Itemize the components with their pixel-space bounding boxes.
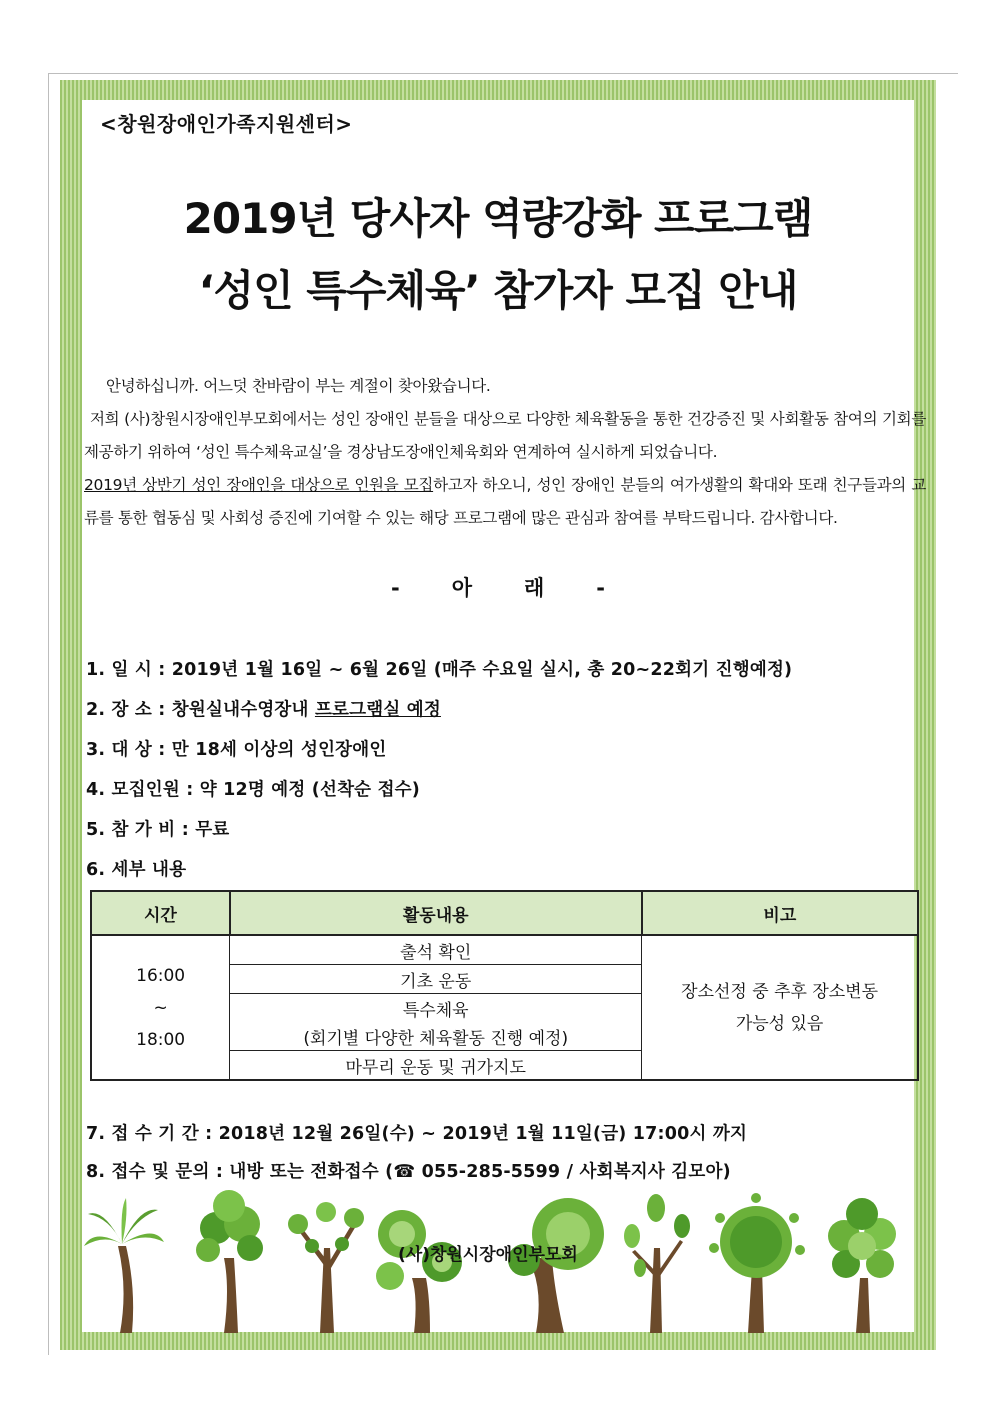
intro-body: 저희 (사)창원시장애인부모회에서는 성인 장애인 분들을 대상으로 다양한 체육활동을 통한 건강증진 및 사회활동 참여의 기회를 제공하기 위하여 ‘성인 특수체육교실’을 경상남도장애인체육회와 연계하여 실시하게 되었습니다. <box>84 410 926 461</box>
intro-recruit <box>84 469 926 535</box>
item-schedule: 1. 일 시 : 2019년 1월 16일 ~ 6월 26일 (매주 수요일 실시, 총 20~22회기 진행예정) <box>86 660 793 680</box>
footer-organization: (사)창원시장애인부모회 <box>398 1245 578 1265</box>
header-activity: 활동내용 <box>230 891 642 935</box>
note-cell <box>642 935 918 1080</box>
time-start: 16:00 <box>136 965 186 986</box>
intro-greeting: 안녕하십니까. 어느덧 찬바람이 부는 계절이 찾아왔습니다. <box>106 377 491 395</box>
title-line-1: 2019년 당사자 역량강화 프로그램 <box>183 194 813 243</box>
page-edge-top <box>48 73 958 74</box>
table-row <box>91 935 918 965</box>
time-cell <box>91 935 230 1080</box>
item-details: 6. 세부 내용 <box>86 860 187 880</box>
intro-recruit-rest: 하고자 하오니, 성인 장애인 분들의 여가생활의 확대와 또래 친구들과의 교류를 통한 협동심 및 사회성 증진에 기여할 수 있는 해당 프로그램에 많은 관심과 참여를 부탁드립니다. 감사합니다. <box>84 476 926 527</box>
branch-tree-icon <box>288 1202 364 1333</box>
round-bush-tree-icon <box>196 1190 263 1333</box>
section-heading-arae <box>82 572 914 602</box>
item-location-underlined: 프로그램실 예정 <box>314 700 441 720</box>
arae-char-rae: 래 <box>524 576 545 600</box>
sapling-tree-icon <box>624 1194 690 1333</box>
intro-recruit-underlined: 2019년 상반기 성인 장애인을 대상으로 인원을 모집 <box>84 476 434 494</box>
item-target: 3. 대 상 : 만 18세 이상의 성인장애인 <box>86 740 387 760</box>
time-separator: ~ <box>153 997 168 1018</box>
organization-header: <창원장애인가족지원센터> <box>100 112 353 136</box>
large-swirl-tree-icon <box>508 1198 604 1333</box>
intro-paragraph <box>84 370 926 535</box>
arae-dash-left: - <box>390 576 400 600</box>
activity-special-pe: 특수체육 <box>230 994 642 1023</box>
table-header-row <box>91 891 918 935</box>
swirl-tree-icon <box>376 1210 462 1333</box>
header-time: 시간 <box>91 891 230 935</box>
palm-tree-icon <box>84 1198 164 1333</box>
item-registration-period: 7. 접 수 기 간 : 2018년 12월 26일(수) ~ 2019년 1월 11일(금) 17:00시 까지 <box>86 1124 748 1144</box>
item-location <box>86 696 441 721</box>
activity-basic-exercise: 기초 운동 <box>230 965 642 994</box>
arae-char-a: 아 <box>451 576 472 600</box>
arae-dash-right: - <box>596 576 606 600</box>
activity-cooldown: 마무리 운동 및 귀가지도 <box>230 1051 642 1081</box>
item-fee: 5. 참 가 비 : 무료 <box>86 820 230 840</box>
note-line-2: 가능성 있음 <box>735 1013 824 1034</box>
time-end: 18:00 <box>136 1029 186 1050</box>
dotted-round-tree-icon <box>709 1193 805 1333</box>
title-line-2: ‘성인 특수체육’ 참가자 모집 안내 <box>198 266 798 315</box>
page-edge-left <box>48 73 49 1355</box>
header-note: 비고 <box>642 891 918 935</box>
leafy-tree-icon <box>828 1198 896 1333</box>
note-line-1: 장소선정 중 추후 장소변동 <box>681 981 879 1002</box>
item-capacity: 4. 모집인원 : 약 12명 예정 (선착순 접수) <box>86 780 420 800</box>
activity-special-pe-detail: (회기별 다양한 체육활동 진행 예정) <box>230 1022 642 1051</box>
detail-table <box>90 890 919 1081</box>
item-contact: 8. 접수 및 문의 : 내방 또는 전화접수 (☎ 055-285-5599 / 사회복지사 김모아) <box>86 1162 731 1182</box>
item-location-label: 2. 장 소 : 창원실내수영장내 <box>86 700 315 720</box>
activity-attendance: 출석 확인 <box>230 935 642 965</box>
